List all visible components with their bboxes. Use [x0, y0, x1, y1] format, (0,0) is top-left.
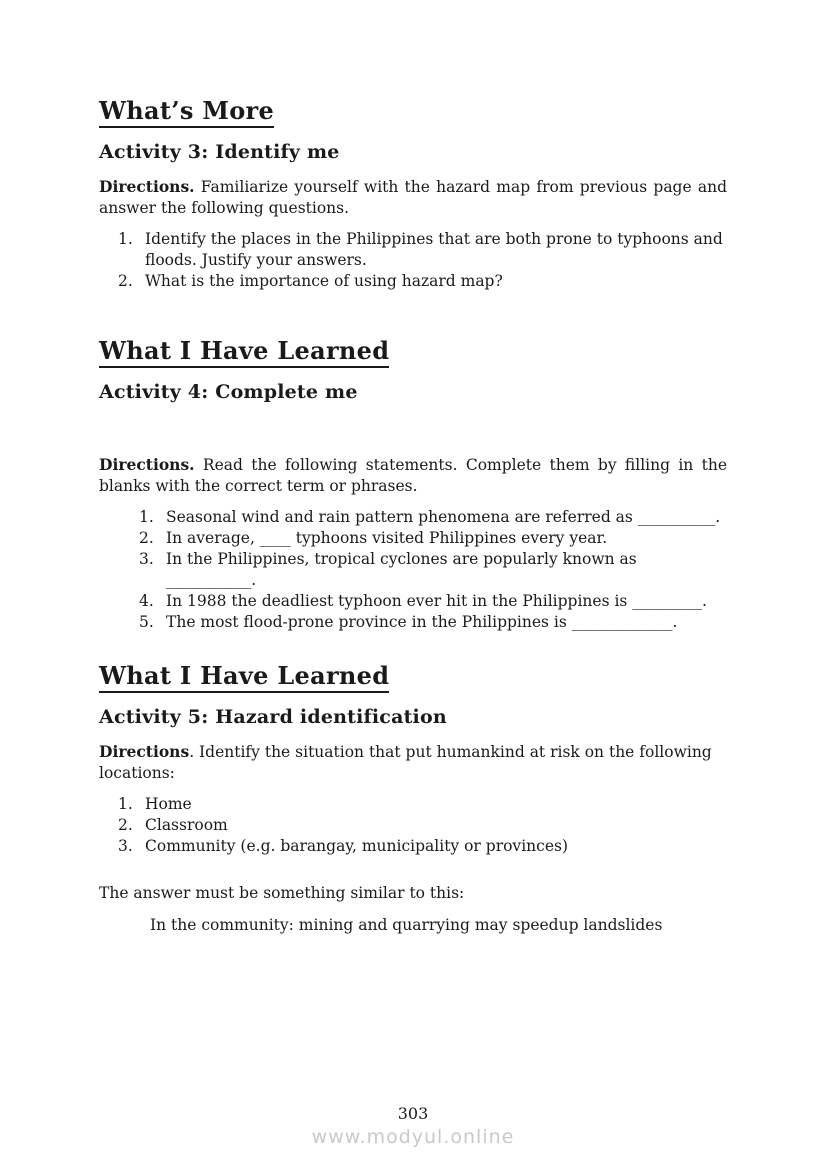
directions-text: Familiarize yourself with the hazard map from previous page and answer the following questions. [99, 178, 727, 217]
list-item: What is the importance of using hazard map? [145, 272, 503, 290]
section-what-i-have-learned-1 [99, 336, 727, 633]
answer-note: The answer must be something similar to this: [99, 884, 465, 902]
section-heading-what-i-have-learned-1 [99, 336, 727, 368]
section-heading-text: What’s More [99, 96, 274, 128]
section-heading-what-i-have-learned-2 [99, 661, 727, 693]
list-item: Identify the places in the Philippines that are both prone to typhoons and floods. Justify your answers. [145, 230, 723, 269]
activity-3-directions [99, 176, 727, 219]
activity-5-title: Activity 5: Hazard identification [99, 706, 447, 728]
list-item: Community (e.g. barangay, municipality or provinces) [145, 837, 568, 855]
activity-3-title: Activity 3: Identify me [99, 141, 340, 163]
list-item: In the Philippines, tropical cyclones are popularly known as ___________. [166, 550, 637, 589]
list-item: Seasonal wind and rain pattern phenomena are referred as __________. [166, 508, 721, 526]
directions-label: Directions. [99, 455, 195, 474]
section-heading-text: What I Have Learned [99, 336, 389, 368]
list-item: In 1988 the deadliest typhoon ever hit in the Philippines is _________. [166, 592, 707, 610]
section-whats-more [99, 96, 727, 292]
directions-label: Directions. [99, 177, 195, 196]
list-item: The most flood-prone province in the Philippines is _____________. [166, 613, 678, 631]
activity-5-directions [99, 741, 727, 784]
page-footer [0, 1104, 826, 1149]
directions-text: Read the following statements. Complete them by filling in the blanks with the correct term or phrases. [99, 456, 727, 495]
activity-4-fill-blanks-list [139, 507, 727, 633]
activity-3-question-list [118, 229, 727, 292]
page-number: 303 [397, 1104, 429, 1123]
list-item: Classroom [145, 816, 228, 834]
section-what-i-have-learned-2 [99, 661, 727, 936]
list-item: Home [145, 795, 192, 813]
activity-4-directions [99, 454, 727, 497]
section-heading-whats-more [99, 96, 727, 128]
list-item: In average, ____ typhoons visited Philippines every year. [166, 529, 608, 547]
directions-text: . Identify the situation that put humankind at risk on the following locations: [99, 743, 712, 782]
watermark: www.modyul.online [311, 1126, 515, 1148]
activity-4-title: Activity 4: Complete me [99, 381, 358, 403]
directions-label: Directions [99, 742, 190, 761]
activity-5-location-list [118, 794, 727, 857]
section-heading-text: What I Have Learned [99, 661, 389, 693]
answer-example: In the community: mining and quarrying may speedup landslides [150, 916, 663, 934]
